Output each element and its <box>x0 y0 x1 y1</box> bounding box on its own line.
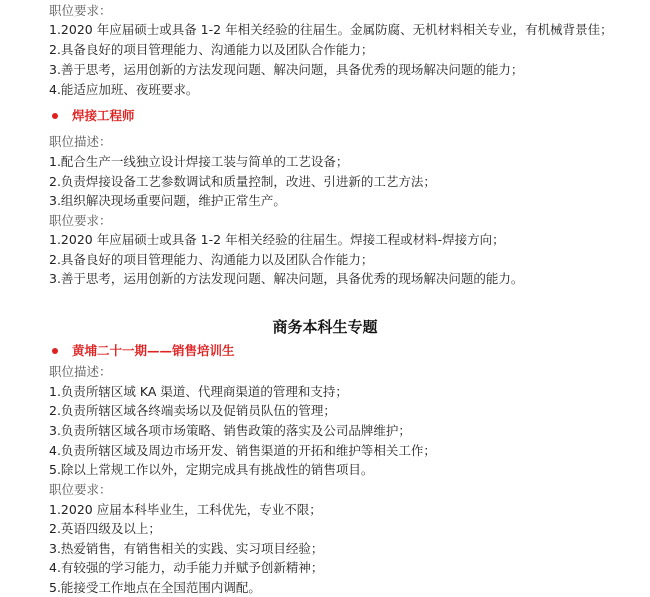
section3-desc-item-3: 3.负责所辖区域各项市场策略、销售政策的落实及公司品牌维护； <box>49 423 411 438</box>
section2-heading <box>52 108 135 124</box>
section3-title: 黄埔二十一期——销售培训生 <box>72 343 235 358</box>
section3-desc-item-1: 1.负责所辖区域 KA 渠道、代理商渠道的管理和支持； <box>49 384 348 399</box>
section3-req-item-1: 1.2020 应届本科毕业生，工科优先，专业不限； <box>49 502 322 517</box>
section3-desc-item-4: 4.负责所辖区域及周边市场开发、销售渠道的开拓和维护等相关工作； <box>49 443 436 458</box>
section2-req-item-2: 2.具备良好的项目管理能力、沟通能力以及团队合作能力； <box>49 252 374 267</box>
section1-req-item-2: 2.具备良好的项目管理能力、沟通能力以及团队合作能力； <box>49 42 374 57</box>
section1-req-item-3: 3.善于思考，运用创新的方法发现问题、解决问题，具备优秀的现场解决问题的能力； <box>49 62 524 77</box>
section2-req-item-3: 3.善于思考，运用创新的方法发现问题、解决问题，具备优秀的现场解决问题的能力。 <box>49 271 524 286</box>
section1-req-label: 职位要求： <box>49 3 112 18</box>
section3-req-label: 职位要求： <box>49 482 112 497</box>
section2-desc-label: 职位描述： <box>49 134 112 149</box>
section2-desc-item-1: 1.配合生产一线独立设计焊接工装与简单的工艺设备； <box>49 154 349 169</box>
section2-req-item-1: 1.2020 年应届硕士或具备 1-2 年相关经验的往届生。焊接工程或材料-焊接方向； <box>49 232 505 247</box>
section1-req-item-1: 1.2020 年应届硕士或具备 1-2 年相关经验的往届生。金属防腐、无机材料相关专业，有机械背景佳； <box>49 22 613 37</box>
section3-req-item-2: 2.英语四级及以上； <box>49 521 161 536</box>
section3-req-item-3: 3.热爱销售，有销售相关的实践、实习项目经验； <box>49 541 324 556</box>
section1-req-item-4: 4.能适应加班、夜班要求。 <box>49 82 199 97</box>
section3-req-item-4: 4.有较强的学习能力，动手能力并赋予创新精神； <box>49 560 324 575</box>
section-title: 商务本科生专题 <box>272 318 378 336</box>
section2-title: 焊接工程师 <box>72 108 135 123</box>
section3-req-item-5: 5.能接受工作地点在全国范围内调配。 <box>49 580 261 595</box>
section3-heading <box>52 343 235 359</box>
section3-desc-item-2: 2.负责所辖区域各终端卖场以及促销员队伍的管理； <box>49 403 336 418</box>
section2-desc-item-3: 3.组织解决现场重要问题，维护正常生产。 <box>49 193 286 208</box>
section3-desc-item-5: 5.除以上常规工作以外，定期完成具有挑战性的销售项目。 <box>49 462 374 477</box>
bullet-icon <box>52 348 58 354</box>
bullet-icon <box>52 113 58 119</box>
section2-desc-item-2: 2.负责焊接设备工艺参数调试和质量控制，改进、引进新的工艺方法； <box>49 174 436 189</box>
section2-req-label: 职位要求： <box>49 213 112 228</box>
section3-desc-label: 职位描述： <box>49 364 112 379</box>
